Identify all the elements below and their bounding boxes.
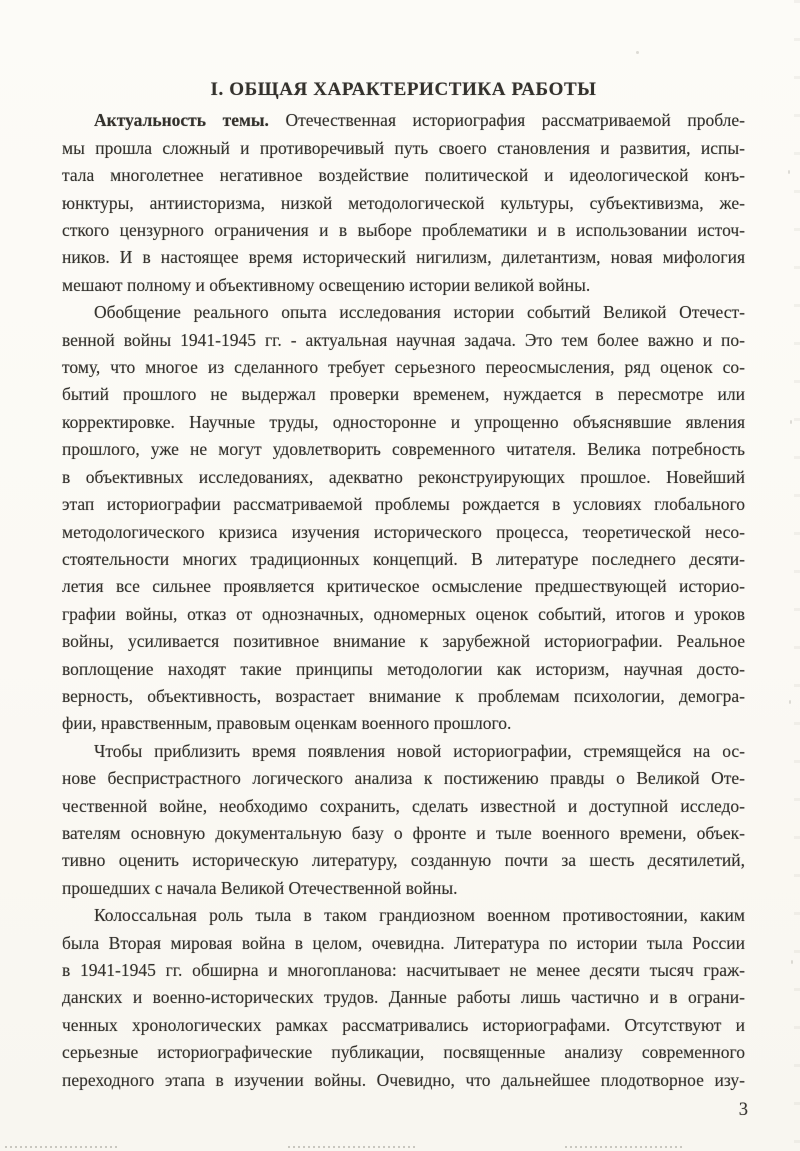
text-line: вателям основную документальную базу о фронте и тыле военного времени, объек- [62, 822, 745, 843]
text-line: летия все сильнее проявляется критическое осмысление предшествующей историо- [62, 576, 745, 597]
text-line: серьезные историографические публикации, посвященные анализу современного [62, 1042, 745, 1063]
text-line: Чтобы приблизить время появления новой историографии, стремящейся на ос- [94, 740, 745, 761]
text-line: ченных хронологических рамках рассматривались историографами. Отсутствуют и [62, 1014, 745, 1035]
scan-speck [791, 960, 793, 964]
text-line: данских и военно-исторических трудов. Данные работы лишь частично и в ограни- [62, 987, 745, 1008]
text-line: чественной войне, необходимо сохранить, сделать известной и доступной исследо- [62, 795, 745, 816]
paragraph [62, 299, 745, 738]
text-line: тому, что многое из сделанного требует серьезного переосмысления, ряд оценок со- [62, 357, 745, 378]
text-line: верность, объективность, возрастает внимание к проблемам психологии, демогра- [62, 685, 745, 706]
text-line: войны, усиливается позитивное внимание к зарубежной историографии. Реальное [62, 631, 745, 652]
scan-speck [790, 420, 792, 424]
scan-dots-segment [5, 1146, 120, 1148]
paragraph [62, 902, 745, 1094]
scan-edge-noise [794, 0, 800, 1151]
text-line: юнктуры, антиисторизма, низкой методологической культуры, субъективизма, же- [62, 192, 745, 213]
document-body [62, 107, 745, 1094]
text-line: переходного этапа в изучении войны. Очевидно, что дальнейшее плодотворное изу- [62, 1069, 745, 1090]
text-line: венной войны 1941-1945 гг. - актуальная научная задача. Это тем более важно и по- [62, 329, 745, 350]
text-line: этап историографии рассматриваемой проблемы рождается в условиях глобального [62, 494, 745, 515]
scan-speck [636, 51, 639, 54]
text-line: бытий прошлого не выдержал проверки временем, нуждается в пересмотре или [62, 384, 745, 405]
paragraph-lead: Актуальность темы. [94, 110, 269, 131]
page-content [62, 76, 745, 1094]
text-line: тивно оценить историческую литературу, созданную почти за шесть десятилетий, [62, 850, 745, 871]
paragraph [62, 738, 745, 902]
scan-speck [789, 700, 791, 704]
scan-speck [788, 170, 790, 174]
paragraph [62, 107, 745, 299]
text-line: фии, нравственным, правовым оценкам военного прошлого. [62, 713, 512, 734]
text-line: в объективных исследованиях, адекватно реконструирующих прошлое. Новейший [62, 466, 745, 487]
text-line: Колоссальная роль тыла в таком грандиозном военном противостоянии, каким [94, 905, 745, 926]
text-line: корректировке. Научные труды, односторонне и упрощенно объяснявшие явления [62, 411, 745, 432]
text-line: воплощение находят такие принципы методологии как историзм, научная досто- [62, 658, 745, 679]
text-line: прошедших с начала Великой Отечественной войны. [62, 877, 458, 898]
text-line: была Вторая мировая война в целом, очевидна. Литература по истории тыла России [62, 932, 745, 953]
text-line: методологического кризиса изучения исторического процесса, теоретической несо- [62, 521, 745, 542]
text-line: ников. И в настоящее время исторический нигилизм, дилетантизм, новая мифология [62, 247, 745, 268]
text-line: мы прошла сложный и противоречивый путь своего становления и развития, испы- [62, 137, 745, 158]
scan-dots-segment [288, 1146, 418, 1148]
scan-dots-segment [565, 1146, 683, 1148]
text-line: графии войны, отказ от однозначных, одномерных оценок событий, итогов и уроков [62, 603, 745, 624]
section-title: I. ОБЩАЯ ХАРАКТЕРИСТИКА РАБОТЫ [210, 79, 597, 100]
text-line: нове беспристрастного логического анализа к постижению правды о Великой Оте- [62, 768, 745, 789]
text-line: в 1941-1945 гг. обширна и многопланова: насчитывает не менее десяти тысяч граж- [62, 960, 745, 980]
text-line: мешают полному и объективному освещению истории великой войны. [62, 274, 591, 295]
text-line: Обобщение реального опыта исследования истории событий Великой Отечест- [94, 302, 745, 323]
page-number: 3 [738, 1100, 748, 1120]
text-line: стоятельности многих традиционных концепций. В литературе последнего десяти- [62, 548, 745, 569]
text-line: тала многолетнее негативное воздействие политической и идеологической конъ- [62, 165, 745, 186]
text-line: сткого цензурного ограничения и в выборе проблематики и в использовании источ- [62, 220, 745, 241]
text-line: прошлого, уже не могут удовлетворить современного читателя. Велика потребность [62, 439, 745, 460]
text-line: Актуальность темы. Отечественная историография рассматриваемой пробле- [94, 110, 745, 131]
